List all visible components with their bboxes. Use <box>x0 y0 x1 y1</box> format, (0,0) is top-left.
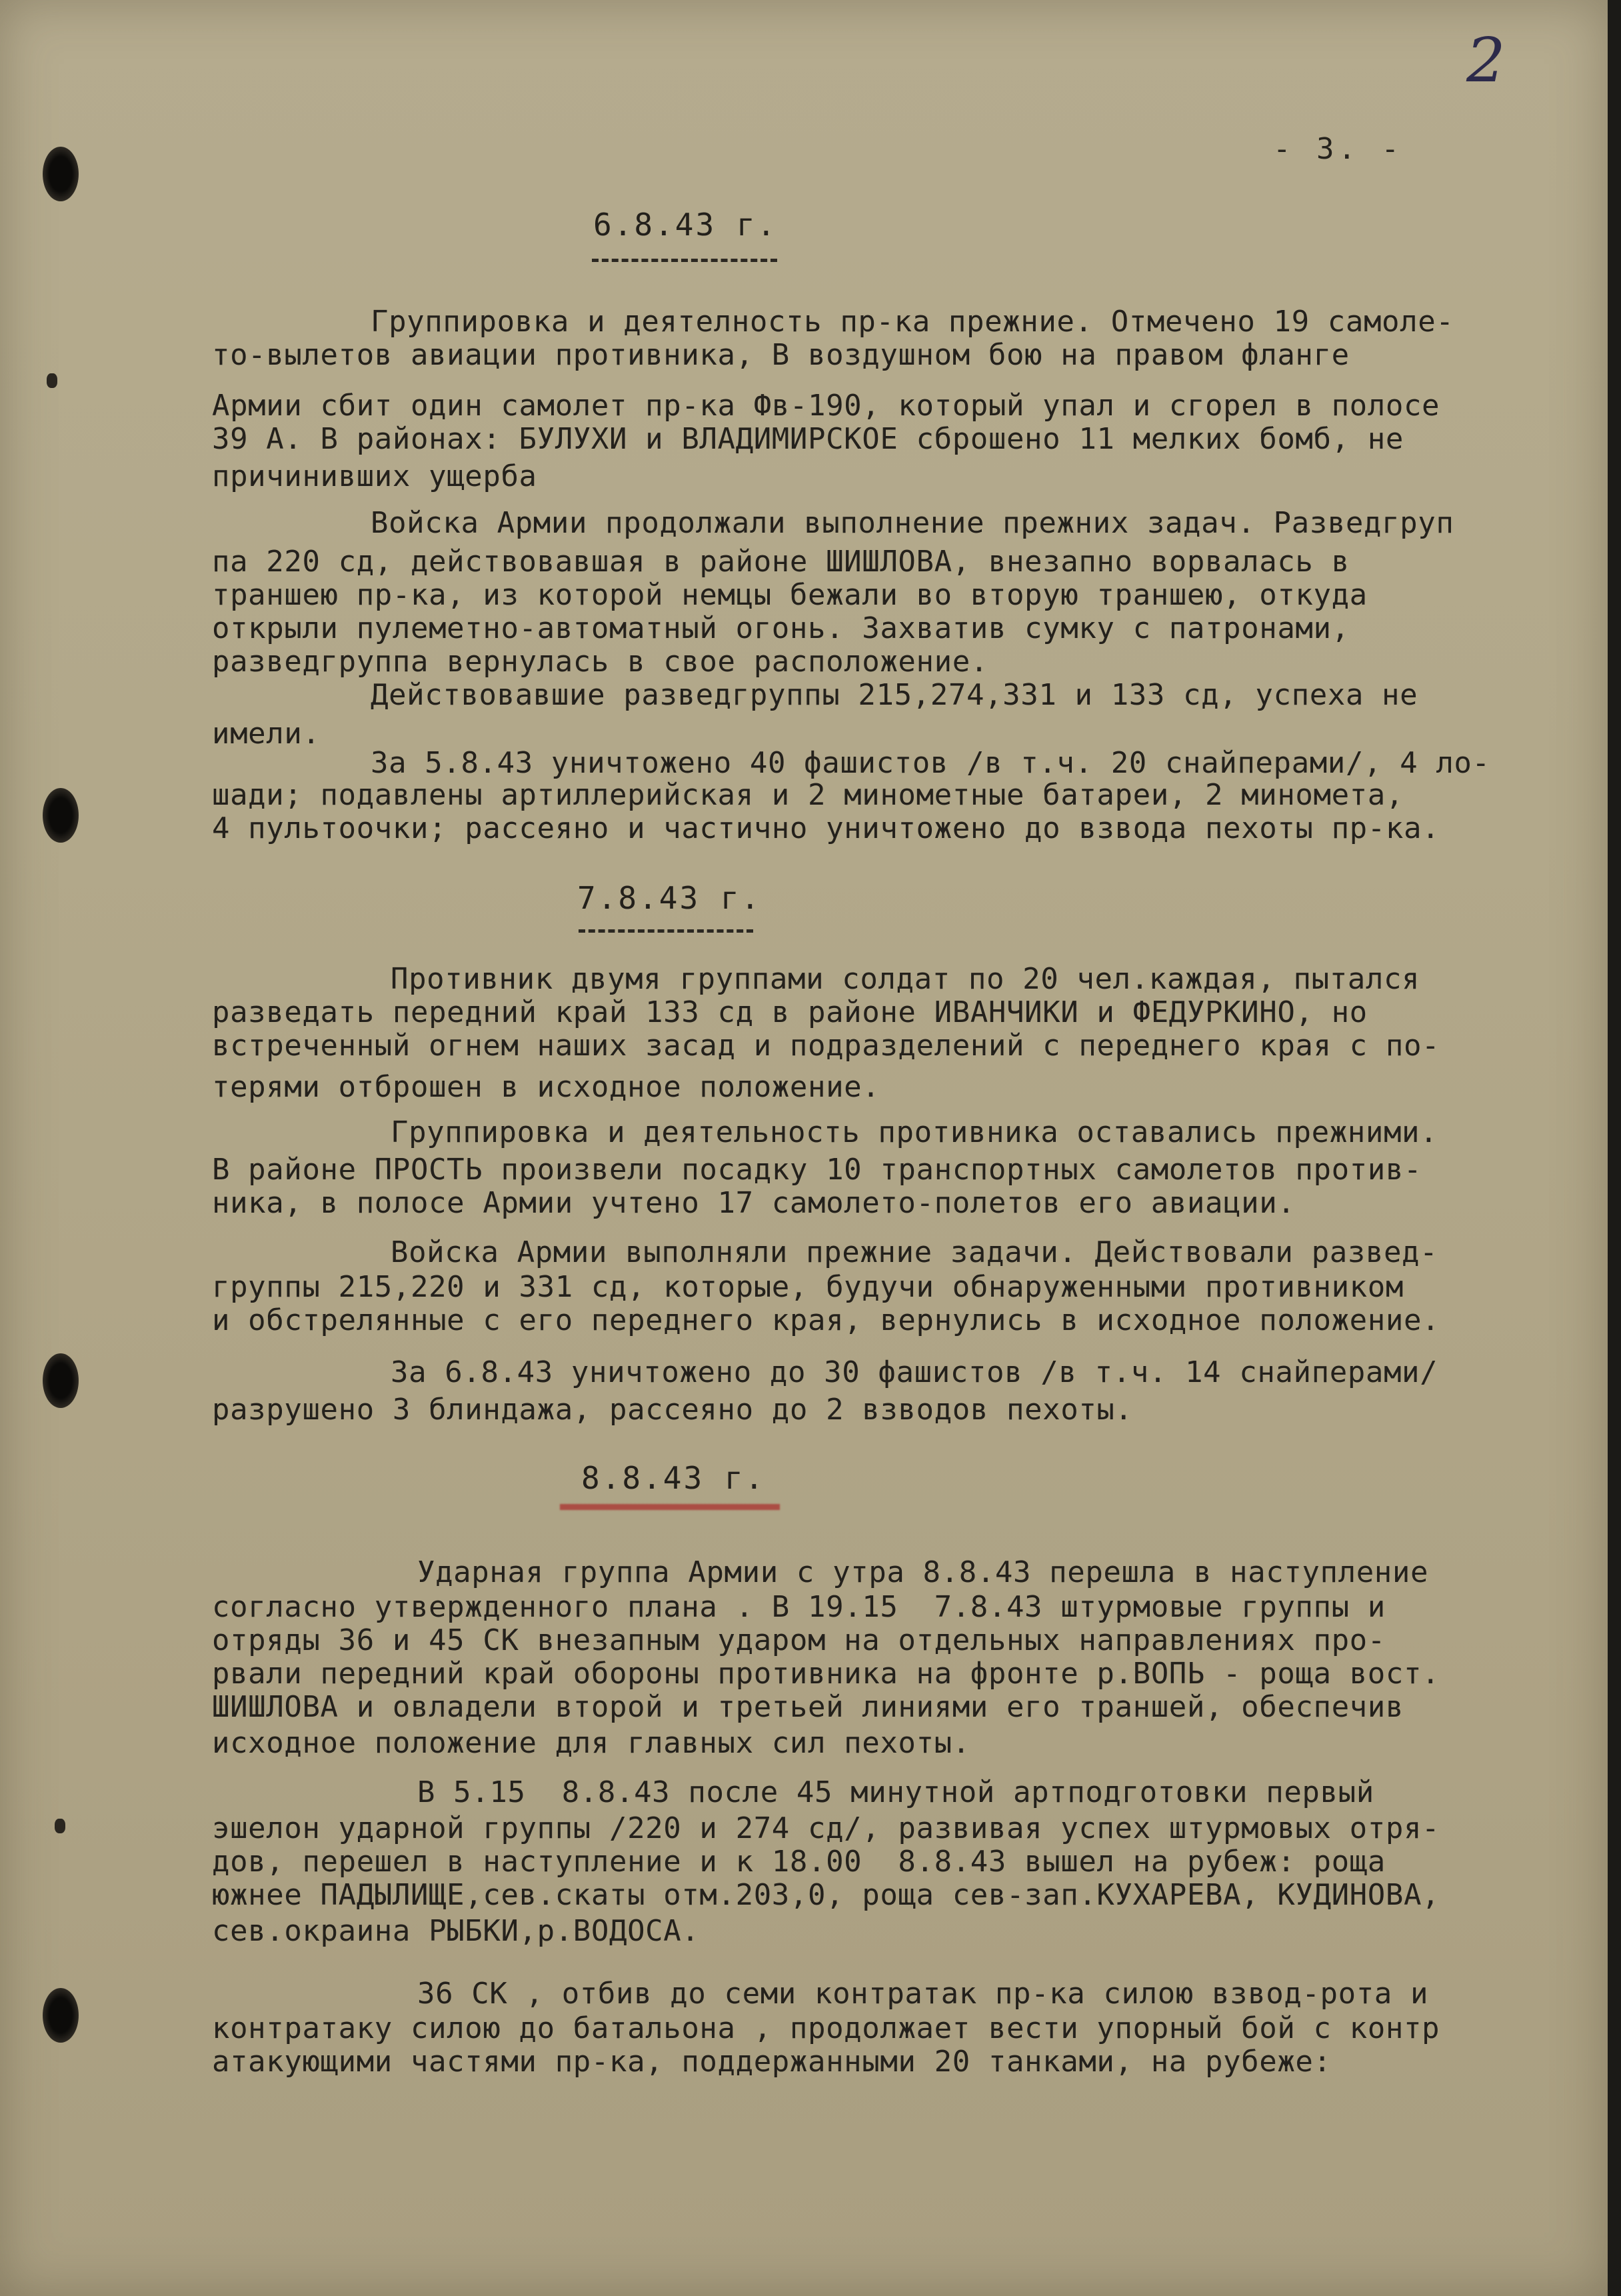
text-line: Войска Армии выполняли прежние задачи. Действовали развед- <box>391 1235 1438 1269</box>
text-line: рвали передний край обороны противника на фронте р.ВОПЬ - роща вост. <box>212 1657 1440 1691</box>
section-date: 7.8.43 г. <box>577 880 762 916</box>
text-line: па 220 сд, действовавшая в районе ШИШЛОВА, внезапно ворвалась в <box>212 545 1350 579</box>
text-line: и обстрелянные с его переднего края, вернулись в исходное положение. <box>212 1303 1440 1337</box>
text-line: разрушено 3 блиндажа, рассеяно до 2 взводов пехоты. <box>212 1393 1133 1427</box>
text-line: В 5.15 8.8.43 после 45 минутной артподготовки первый <box>417 1775 1374 1809</box>
text-line: эшелон ударной группы /220 и 274 сд/, развивая успех штурмовых отря- <box>212 1811 1440 1845</box>
text-line: За 5.8.43 уничтожено 40 фашистов /в т.ч. 20 снайперами/, 4 ло- <box>371 746 1490 780</box>
text-line: ника, в полосе Армии учтено 17 самолето-полетов его авиации. <box>212 1186 1296 1220</box>
punch-hole <box>43 147 79 201</box>
text-line: Армии сбит один самолет пр-ка Фв-190, который упал и сгорел в полосе <box>212 389 1440 423</box>
binding-mark <box>47 373 57 388</box>
text-line: В районе ПРОСТЬ произвели посадку 10 транспортных самолетов против- <box>212 1153 1422 1187</box>
date-underline <box>579 929 753 933</box>
text-line: дов, перешел в наступление и к 18.00 8.8.43 вышел на рубеж: роща <box>212 1845 1386 1879</box>
date-underline <box>560 1504 780 1510</box>
text-line: траншею пр-ка, из которой немцы бежали во вторую траншею, откуда <box>212 578 1368 612</box>
text-line: контратаку силою до батальона , продолжает вести упорный бой с контр <box>212 2011 1440 2045</box>
text-line: Войска Армии продолжали выполнение прежних задач. Разведгруп <box>371 506 1454 540</box>
text-line: разведать передний край 133 сд в районе ИВАНЧИКИ и ФЕДУРКИНО, но <box>212 995 1368 1029</box>
text-line: имели. <box>212 717 321 751</box>
text-line: Действовавшие разведгруппы 215,274,331 и 133 сд, успеха не <box>371 678 1418 712</box>
section-date: 6.8.43 г. <box>593 207 778 243</box>
text-line: Ударная группа Армии с утра 8.8.43 перешла в наступление <box>417 1555 1429 1589</box>
punch-hole <box>43 788 79 843</box>
binding-mark <box>55 1819 65 1833</box>
text-line: южнее ПАДЫЛИЩЕ,сев.скаты отм.203,0, роща сев-зап.КУХАРЕВА, КУДИНОВА, <box>212 1878 1440 1912</box>
text-line: За 6.8.43 уничтожено до 30 фашистов /в т.ч. 14 снайперами/ <box>391 1355 1438 1389</box>
text-line: шади; подавлены артиллерийская и 2 минометные батареи, 2 миномета, <box>212 778 1404 812</box>
text-line: 39 А. В районах: БУЛУХИ и ВЛАДИМИРСКОЕ сброшено 11 мелких бомб, не <box>212 422 1404 456</box>
text-line: сев.окраина РЫБКИ,р.ВОДОСА. <box>212 1914 700 1948</box>
text-line: 36 СК , отбив до семи контратак пр-ка силою взвод-рота и <box>417 1977 1429 2011</box>
text-line: причинивших ущерба <box>212 459 537 493</box>
text-line: открыли пулеметно-автоматный огонь. Захватив сумку с патронами, <box>212 611 1350 645</box>
date-underline <box>592 259 777 262</box>
text-line: ШИШЛОВА и овладели второй и третьей линиями его траншей, обеспечив <box>212 1690 1404 1724</box>
text-line: Группировка и деятелность пр-ка прежние. Отмечено 19 самоле- <box>371 305 1454 339</box>
text-line: согласно утвержденного плана . В 19.15 7.8.43 штурмовые группы и <box>212 1590 1386 1624</box>
text-line: отряды 36 и 45 СК внезапным ударом на отдельных направлениях про- <box>212 1623 1386 1657</box>
handwritten-sheet-number: 2 <box>1466 25 1506 96</box>
text-line: 4 пультоочки; рассеяно и частично уничтожено до взвода пехоты пр-ка. <box>212 811 1440 845</box>
text-line: Противник двумя группами солдат по 20 чел.каждая, пытался <box>391 962 1420 996</box>
punch-hole <box>43 1353 79 1408</box>
text-line: терями отброшен в исходное положение. <box>212 1070 880 1104</box>
text-line: разведгруппа вернулась в свое расположение. <box>212 645 988 679</box>
text-line: встреченный огнем наших засад и подразделений с переднего края с по- <box>212 1029 1440 1063</box>
page-number: - 3. - <box>1273 132 1403 166</box>
text-line: Группировка и деятельность противника оставались прежними. <box>391 1115 1438 1149</box>
text-line: исходное положение для главных сил пехоты. <box>212 1726 970 1760</box>
punch-hole <box>43 1988 79 2043</box>
text-line: группы 215,220 и 331 сд, которые, будучи обнаруженными противником <box>212 1270 1404 1304</box>
text-line: то-вылетов авиации противника, В воздушном бою на правом фланге <box>212 338 1350 372</box>
text-line: атакующими частями пр-ка, поддержанными 20 танками, на рубеже: <box>212 2045 1332 2079</box>
section-date: 8.8.43 г. <box>581 1460 766 1496</box>
